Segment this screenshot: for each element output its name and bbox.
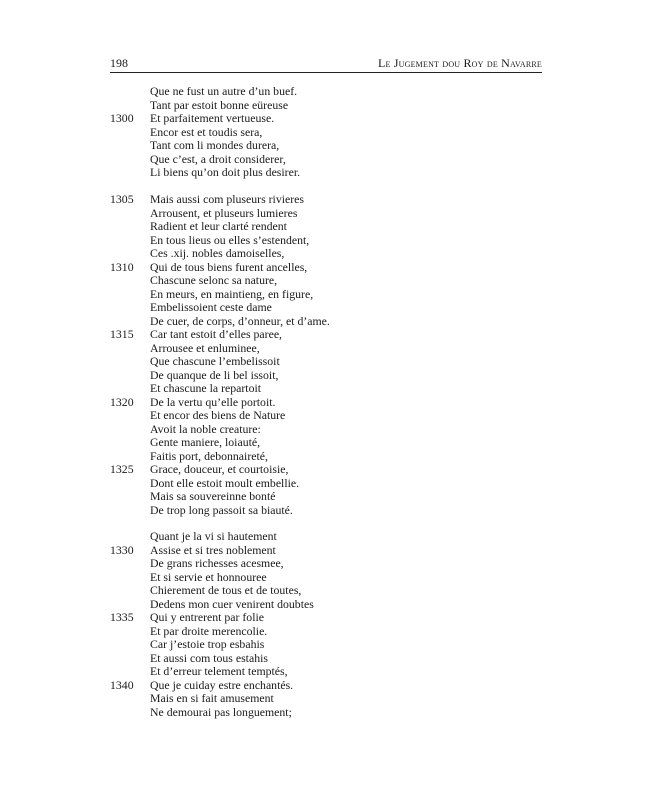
verse-line — [110, 126, 550, 140]
verse-text: Qui de tous biens furent ancelles, — [150, 259, 308, 274]
verse-line — [110, 625, 550, 639]
verse-line — [110, 692, 550, 706]
line-number: 1330 — [110, 542, 134, 557]
verse-text: Chascune selonc sa nature, — [150, 273, 278, 287]
verse-text: Et aussi com tous estahis — [150, 650, 268, 665]
verse-text: Li biens qu’on doit plus desirer. — [150, 165, 301, 179]
verse-text: Mais aussi com pluseurs rivieres — [150, 192, 304, 206]
running-title: Le Jugement dou Roy de Navarre — [377, 56, 542, 70]
verse-text: Avoit la noble creature: — [150, 421, 261, 436]
verse-line — [110, 611, 550, 625]
verse-text: Ces .xij. nobles damoiselles, — [150, 246, 285, 260]
verse-line — [110, 247, 550, 261]
verse-text: Et chascune la repartoit — [150, 381, 262, 395]
verse-text: Tant par estoit bonne eüreuse — [150, 97, 289, 112]
verse-line — [110, 706, 550, 720]
verse-text: Qui y entrerent par folie — [150, 610, 264, 624]
verse-line — [110, 584, 550, 598]
verse-line — [110, 328, 550, 342]
verse-text: De cuer, de corps, d’onneur, et d’ame. — [150, 313, 330, 328]
verse-line — [110, 638, 550, 652]
verse-text: Chierement de tous et de toutes, — [150, 583, 302, 597]
verse-line — [110, 99, 550, 113]
verse-line — [110, 315, 550, 329]
verse-line — [110, 166, 550, 180]
verse-text: Mais en si fait amusement — [150, 691, 274, 705]
verse-text: Tant com li mondes durera, — [150, 138, 280, 152]
verse-line — [110, 665, 550, 679]
line-number: 1335 — [110, 610, 134, 624]
line-number: 1305 — [110, 192, 134, 206]
line-number: 1340 — [110, 677, 134, 692]
verse-line — [110, 396, 550, 410]
verse-line — [110, 342, 550, 356]
verse-line — [110, 355, 550, 369]
verse-text: Arrousent, et pluseurs lumieres — [150, 205, 298, 220]
verse-text: De trop long passoit sa biauté. — [150, 502, 293, 517]
verse-line — [110, 463, 550, 477]
verse-stanza — [110, 193, 550, 517]
verse-line — [110, 423, 550, 437]
verse-text: Que ne fust un autre d’un buef. — [150, 84, 298, 98]
verse-line — [110, 153, 550, 167]
verse-text: De quanque de li bel issoit, — [150, 367, 279, 382]
verse-line — [110, 544, 550, 558]
verse-line — [110, 530, 550, 544]
verse-text: Et par droite merencolie. — [150, 623, 268, 638]
verse-text: En meurs, en maintieng, en figure, — [150, 286, 314, 301]
verse-text: Gente maniere, loiauté, — [150, 435, 261, 449]
verse-line — [110, 274, 550, 288]
running-header — [110, 52, 542, 73]
line-number: 1315 — [110, 327, 134, 341]
verse-line — [110, 288, 550, 302]
verse-line — [110, 598, 550, 612]
verse-text: Arrousee et enluminee, — [150, 340, 260, 355]
verse-line — [110, 382, 550, 396]
verse-text: Embelissoient ceste dame — [150, 300, 272, 314]
verse-line — [110, 490, 550, 504]
verse-text: Ne demourai pas longuement; — [150, 704, 292, 719]
verse-line — [110, 436, 550, 450]
verse-text: De grans richesses acesmee, — [150, 556, 284, 570]
line-number: 1325 — [110, 462, 134, 476]
verse-text: Car tant estoit d’elles paree, — [150, 327, 283, 341]
verse-line — [110, 369, 550, 383]
verse-line — [110, 450, 550, 464]
verse-line — [110, 207, 550, 221]
verse-stanza — [110, 530, 550, 719]
verse-line — [110, 261, 550, 275]
verse-text: Encor est et toudis sera, — [150, 124, 263, 139]
verse-text: Dedens mon cuer venirent doubtes — [150, 596, 314, 611]
verse-line — [110, 409, 550, 423]
verse-line — [110, 85, 550, 99]
verse-text: Et encor des biens de Nature — [150, 408, 286, 422]
verse-text: Et parfaitement vertueuse. — [150, 111, 275, 125]
verse-text: En tous lieus ou elles s’estendent, — [150, 232, 310, 247]
verse-text: Assise et si tres noblement — [150, 542, 276, 557]
page-number: 198 — [110, 56, 128, 70]
verse-text: Que chascune l’embelissoit — [150, 354, 280, 368]
verse-line — [110, 504, 550, 518]
verse-line — [110, 193, 550, 207]
verse-text: Que c’est, a droit considerer, — [150, 151, 286, 166]
verse-line — [110, 301, 550, 315]
verse-line — [110, 652, 550, 666]
verse-line — [110, 557, 550, 571]
line-number: 1320 — [110, 394, 134, 409]
verse-line — [110, 139, 550, 153]
verse-text: Radient et leur clarté rendent — [150, 219, 287, 233]
verse-text: Dont elle estoit moult embellie. — [150, 475, 300, 490]
verse-line — [110, 220, 550, 234]
line-number: 1300 — [110, 111, 134, 125]
verse-text: Grace, douceur, et courtoisie, — [150, 462, 289, 476]
verse-text: Faitis port, debonnaireté, — [150, 448, 268, 463]
verse-line — [110, 477, 550, 491]
verse-line — [110, 679, 550, 693]
verse-text: Que je cuiday estre enchantés. — [150, 677, 294, 692]
verse-text: Et d’erreur telement temptés, — [150, 664, 288, 678]
line-number: 1310 — [110, 259, 134, 274]
verse-text: Car j’estoie trop esbahis — [150, 637, 265, 651]
verse-stanza — [110, 85, 550, 180]
verse-line — [110, 234, 550, 248]
verse-line — [110, 571, 550, 585]
verse-line — [110, 112, 550, 126]
verse-text: Et si servie et honnouree — [150, 569, 267, 584]
verse-text: De la vertu qu’elle portoit. — [150, 394, 276, 409]
verse-text: Quant je la vi si hautement — [150, 529, 277, 543]
verse-text: Mais sa souvereinne bonté — [150, 489, 276, 503]
